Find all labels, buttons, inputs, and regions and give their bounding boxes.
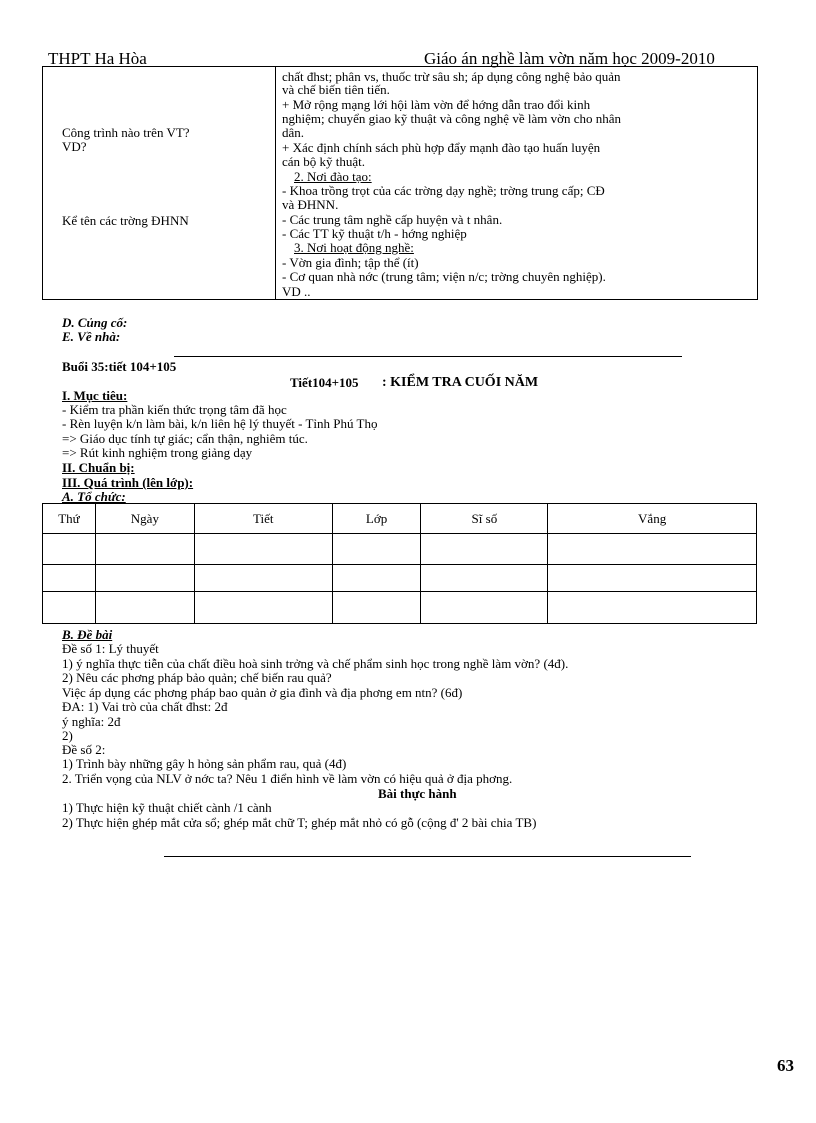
de-bai-line: 1) ý nghĩa thực tiễn của chất điều hoà sinh trởng và chế phẩm sinh học trong nghề làm vờn? (4đ). [62, 656, 569, 671]
page-title: : KIỂM TRA CUỐI NĂM [382, 375, 539, 390]
right-heading-dao-tao: 2. Nơi đào tạo: [294, 169, 372, 184]
ve-nha-heading: E. Về nhà: [62, 329, 121, 344]
right-line: và chế biến tiên tiến. [282, 82, 390, 97]
qua-trinh-heading: III. Quá trình (lên lớp): [62, 475, 194, 490]
de-bai-line: ý nghĩa: 2đ [62, 714, 121, 729]
page-number: 63 [777, 1056, 794, 1075]
right-line: - Các trung tâm nghề cấp huyện và t nhân. [282, 212, 503, 227]
table-cell [421, 592, 548, 624]
table-cell [194, 565, 332, 592]
col-header-si-so: Sĩ số [421, 504, 548, 534]
right-line: + Mở rộng mạng lới hội làm vờn để hớng dẫn trao đổi kinh [282, 97, 591, 112]
table-cell [43, 534, 96, 565]
right-line: + Xác định chính sách phù hợp đẩy mạnh đào tạo huấn luyện [282, 140, 601, 155]
table-cell [332, 534, 421, 565]
chuan-bi-heading: II. Chuẩn bị: [62, 460, 135, 475]
right-line: nghiệm; chuyển giao kỹ thuật và công nghệ về làm vờn cho nhân [282, 111, 622, 126]
table-row [43, 565, 757, 592]
de-bai-line: 2) Nêu các phơng pháp bảo quản; chế biến rau quả? [62, 670, 332, 685]
cung-co-heading: D. Củng cố: [62, 315, 128, 330]
de-bai-line: 2. Triển vọng của NLV ở nớc ta? Nêu 1 điển hình về làm vờn có hiệu quả ở địa phơng. [62, 771, 513, 786]
table-cell [43, 592, 96, 624]
separator-line [174, 356, 682, 357]
col-header-tiet: Tiết [194, 504, 332, 534]
table-cell [421, 565, 548, 592]
table-cell [421, 534, 548, 565]
col-header-thu: Thứ [43, 504, 96, 534]
thuc-hanh-item: 1) Thực hiện kỹ thuật chiết cành /1 cành [62, 800, 272, 815]
right-line: - Vờn gia đình; tập thể (ít) [282, 255, 419, 270]
separator-line [164, 856, 691, 857]
table-cell [548, 592, 757, 624]
header-title: Giáo án nghề làm vờn năm học 2009-2010 [424, 49, 715, 68]
de-bai-line: 2) [62, 728, 73, 743]
table-cell [194, 592, 332, 624]
right-line: chất đhst; phân vs, thuốc trừ sâu sh; áp dụng công nghệ bảo quản [282, 69, 621, 84]
de-bai-line: 1) Trình bày những gây h hỏng sản phẩm rau, quả (4đ) [62, 756, 347, 771]
muc-tieu-item: - Rèn luyện k/n làm bài, k/n liên hệ lý thuyết - Tỉnh Phú Thọ [62, 416, 378, 431]
table-cell [332, 565, 421, 592]
muc-tieu-item: - Kiểm tra phần kiến thức trọng tâm đã học [62, 402, 287, 417]
to-chuc-heading: A. Tổ chức: [62, 489, 126, 504]
thuc-hanh-heading: Bài thực hành [378, 786, 457, 801]
thuc-hanh-item: 2) Thực hiện ghép mắt cửa sổ; ghép mắt chữ T; ghép mắt nhỏ có gỗ (cộng đ' 2 bài chia TB) [62, 815, 537, 830]
col-header-ngay: Ngày [95, 504, 194, 534]
col-header-vang: Vắng [548, 504, 757, 534]
right-line: cán bộ kỹ thuật. [282, 154, 366, 169]
right-heading-hoat-dong: 3. Nơi hoạt động nghề: [294, 240, 414, 255]
table-cell [43, 565, 96, 592]
question-vt: Công trình nào trên VT? [62, 125, 190, 140]
header-school: THPT Ha Hòa [48, 49, 147, 68]
tiet-label: Tiết104+105 [290, 375, 359, 390]
table-cell [548, 565, 757, 592]
right-line: dân. [282, 125, 305, 140]
question-vd: VD? [62, 139, 87, 154]
muc-tieu-item: => Giáo dục tính tự giác; cẩn thận, nghiêm túc. [62, 431, 308, 446]
table-cell [332, 592, 421, 624]
table-row [43, 592, 757, 624]
attendance-table [42, 503, 757, 624]
muc-tieu-item: => Rút kinh nghiệm trong giảng dạy [62, 445, 253, 460]
col-header-lop: Lớp [332, 504, 421, 534]
table-cell [95, 592, 194, 624]
table-row [43, 534, 757, 565]
table-cell [95, 534, 194, 565]
muc-tieu-heading: I. Mục tiêu: [62, 388, 128, 403]
right-line: VD .. [282, 284, 311, 299]
right-line: - Cơ quan nhà nớc (trung tâm; viện n/c; trờng chuyên nghiệp). [282, 269, 606, 284]
right-line: và ĐHNN. [282, 197, 339, 212]
top-table-left-cell [42, 66, 276, 300]
table-cell [548, 534, 757, 565]
right-line: - Các TT kỹ thuật t/h - hớng nghiệp [282, 226, 467, 241]
question-dhnn: Kể tên các trờng ĐHNN [62, 213, 189, 228]
de-bai-line: ĐA: 1) Vai trò của chất đhst: 2đ [62, 699, 228, 714]
de-so-2: Đề số 2: [62, 742, 106, 757]
de-bai-heading: B. Đề bài [62, 627, 113, 642]
table-cell [194, 534, 332, 565]
table-cell [95, 565, 194, 592]
right-line: - Khoa trồng trọt của các trờng dạy nghề; trờng trung cấp; CĐ [282, 183, 605, 198]
buoi-heading: Buổi 35:tiết 104+105 [62, 359, 177, 374]
de-so-1: Đề số 1: Lý thuyết [62, 641, 159, 656]
de-bai-line: Việc áp dụng các phơng pháp bao quản ở gia đình và địa phơng em ntn? (6đ) [62, 685, 463, 700]
